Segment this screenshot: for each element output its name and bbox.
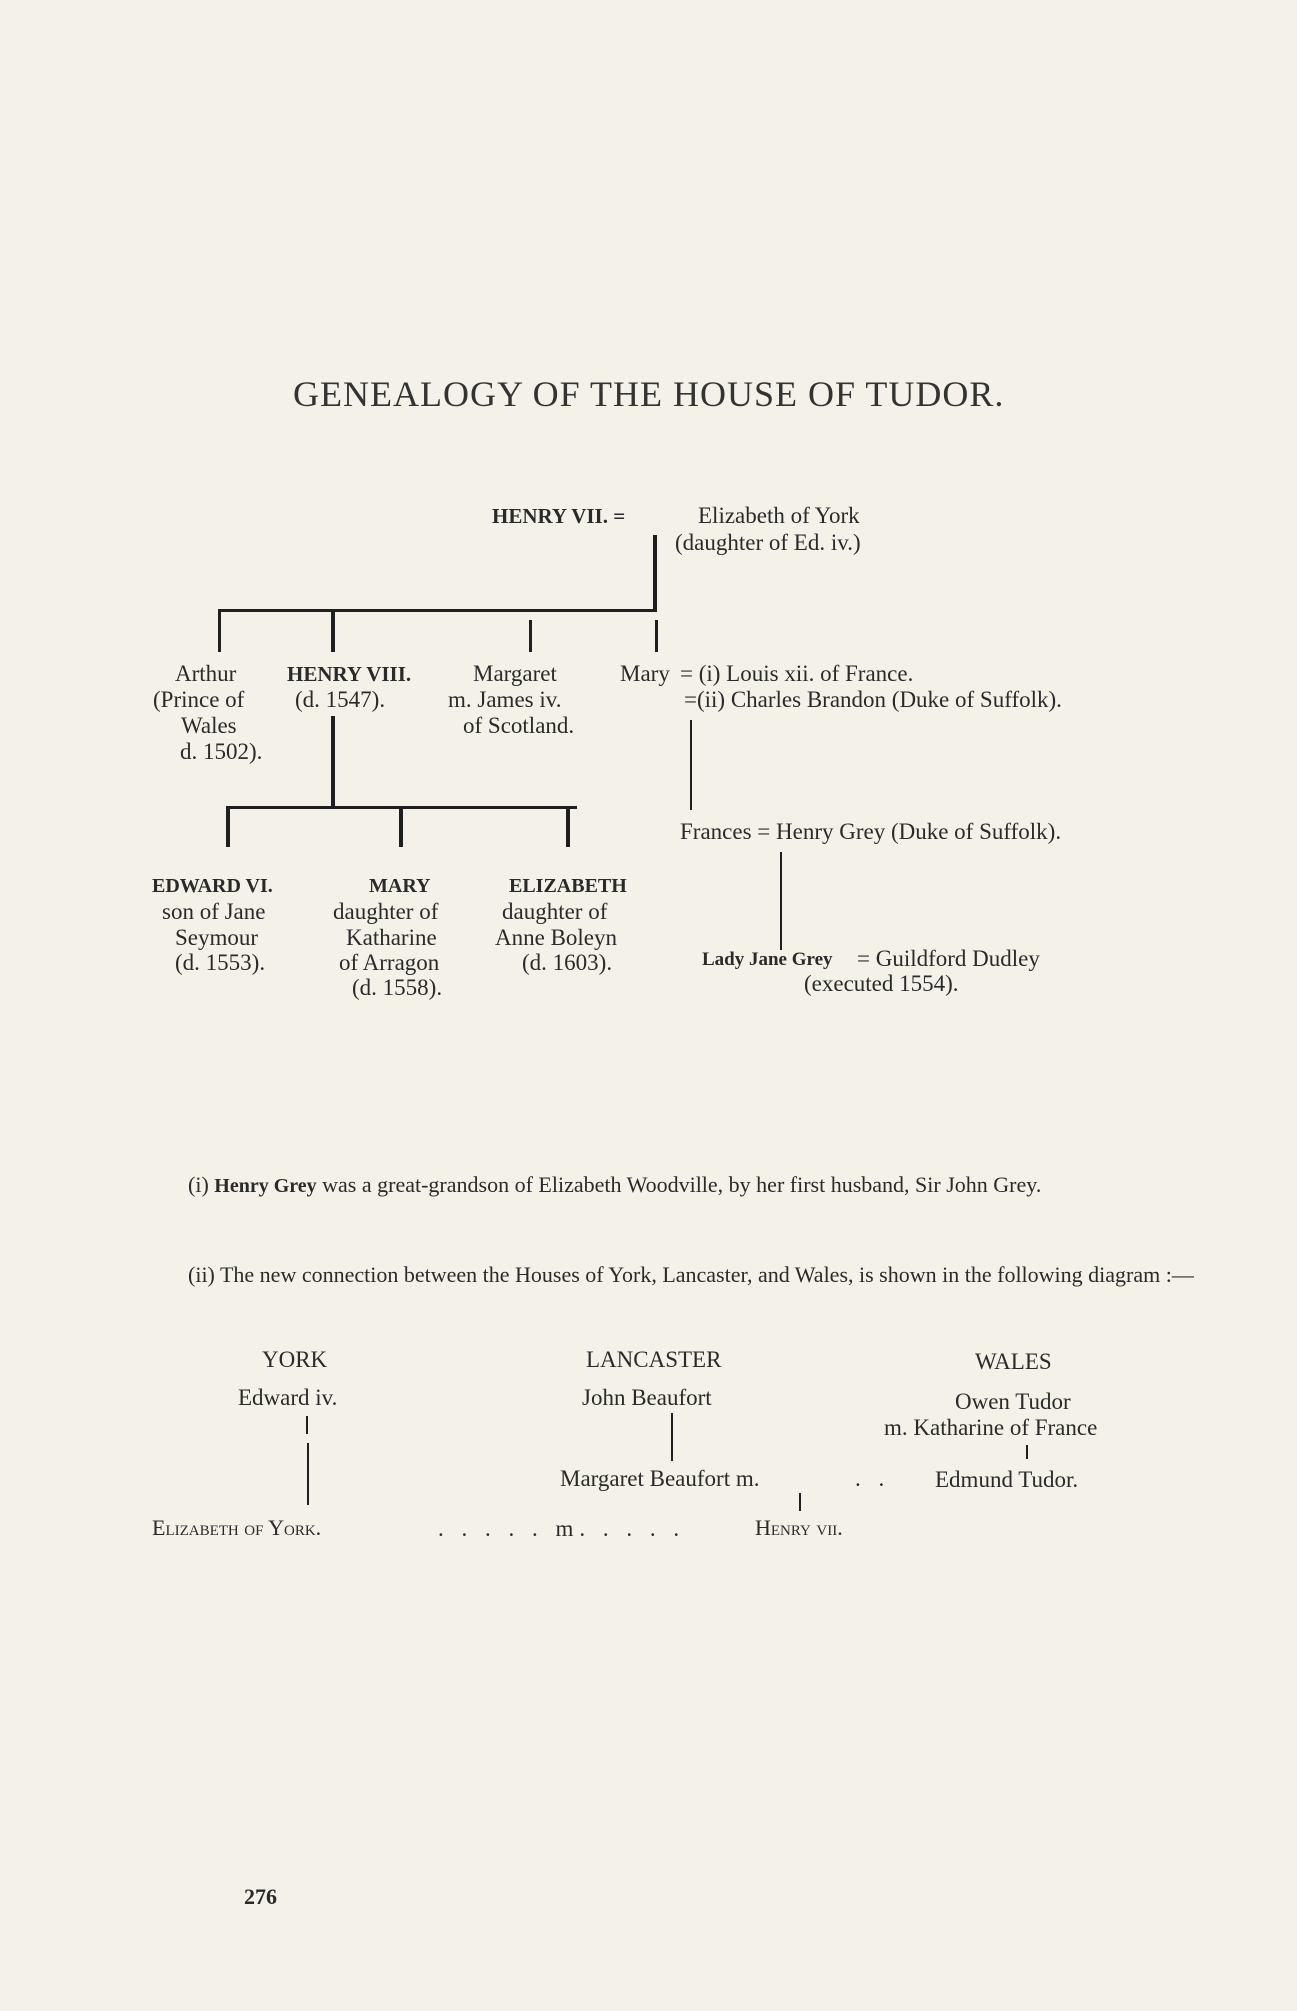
- edward-vi-mother: son of Jane: [162, 899, 266, 924]
- henry-viii-death: (d. 1547).: [295, 687, 386, 712]
- elizabeth-of-york-note: (daughter of Ed. iv.): [675, 530, 861, 555]
- henry-viii-name: HENRY VIII.: [287, 662, 412, 686]
- margaret-scotland: of Scotland.: [463, 713, 575, 738]
- elizabeth-name: ELIZABETH: [509, 875, 627, 897]
- york-header: YORK: [262, 1347, 328, 1372]
- mary-name: Mary: [620, 661, 670, 686]
- wales-marriage: m. Katharine of France: [884, 1415, 1098, 1440]
- note-1-text: was a great-grandson of Elizabeth Woodville, by her first husband, Sir John Grey.: [322, 1172, 1042, 1197]
- elizabeth-of-york: Elizabeth of York.: [152, 1515, 322, 1540]
- horizontal-line-children: [218, 609, 657, 612]
- york-line-lower: [307, 1443, 309, 1505]
- mary-tudor-name: MARY: [369, 875, 431, 897]
- mary-spouse-louis: = (i) Louis xii. of France.: [680, 661, 914, 686]
- line-henry8-children: [331, 716, 335, 808]
- edward-vi-death: (d. 1553).: [175, 950, 266, 975]
- henry-vii-line: [799, 1493, 801, 1511]
- margaret-marriage: m. James iv.: [448, 687, 562, 712]
- margaret-name: Margaret: [473, 661, 557, 686]
- wales-owen-tudor: Owen Tudor: [955, 1389, 1071, 1414]
- mary-tudor-mother-3: of Arragon: [339, 950, 440, 975]
- note-2: (ii) The new connection between the Houses of York, Lancaster, and Wales, is shown in the following diagram :—: [188, 1262, 1194, 1287]
- arthur-name: Arthur: [175, 661, 237, 686]
- note-1: [152, 1166, 1208, 1205]
- elizabeth-death: (d. 1603).: [522, 950, 613, 975]
- elizabeth-of-york-name: Elizabeth of York: [698, 503, 860, 528]
- henry-vii-label: HENRY VII. =: [492, 504, 626, 528]
- york-line-upper: [306, 1416, 308, 1434]
- note-1-label: (i): [188, 1172, 209, 1197]
- margaret-beaufort: Margaret Beaufort m.: [560, 1466, 760, 1491]
- edward-vi-name: EDWARD VI.: [152, 875, 273, 897]
- arthur-death: d. 1502).: [180, 739, 263, 764]
- york-edward-iv: Edward iv.: [238, 1385, 338, 1410]
- jane-grey-executed: (executed 1554).: [804, 971, 959, 996]
- diagram-bottom-marriage: . . . . . m. . . . .: [438, 1516, 686, 1541]
- lancaster-header: LANCASTER: [586, 1347, 722, 1372]
- lancaster-john-beaufort: John Beaufort: [582, 1385, 712, 1410]
- mary-tudor-mother-1: daughter of: [333, 899, 439, 924]
- mary-spouse-brandon: =(ii) Charles Brandon (Duke of Suffolk).: [684, 687, 1062, 712]
- mary-tudor-mother-2: Katharine: [346, 925, 437, 950]
- line-to-henry8: [331, 612, 335, 652]
- arthur-title: (Prince of: [153, 687, 245, 712]
- edward-vi-seymour: Seymour: [175, 925, 259, 950]
- line-to-mary-tudor: [399, 809, 403, 847]
- note-1-name: Henry Grey: [214, 1175, 317, 1197]
- line-to-mary: [655, 620, 658, 652]
- line-to-arthur: [218, 612, 221, 652]
- frances-line: Frances = Henry Grey (Duke of Suffolk).: [680, 819, 1062, 844]
- page-title: GENEALOGY OF THE HOUSE OF TUDOR.: [293, 374, 1005, 414]
- henry-vii-bottom: Henry vii.: [755, 1515, 843, 1540]
- line-to-jane-grey: [780, 852, 782, 950]
- line-to-edward6: [226, 809, 230, 847]
- jane-grey-spouse: = Guildford Dudley: [857, 946, 1040, 971]
- vertical-line-henry7: [653, 535, 657, 612]
- lancaster-line: [671, 1413, 673, 1461]
- arthur-wales: Wales: [181, 713, 237, 738]
- diagram-mid-dots: . .: [855, 1466, 891, 1491]
- elizabeth-mother-1: daughter of: [502, 899, 608, 924]
- line-to-elizabeth: [566, 809, 570, 847]
- wales-line: [1026, 1445, 1028, 1459]
- line-to-frances: [690, 720, 692, 810]
- mary-tudor-death: (d. 1558).: [352, 975, 443, 1000]
- edmund-tudor: Edmund Tudor.: [935, 1467, 1079, 1492]
- page-number: 276: [244, 1884, 277, 1909]
- elizabeth-mother-2: Anne Boleyn: [495, 925, 618, 950]
- wales-header: WALES: [975, 1349, 1052, 1374]
- line-to-margaret: [529, 620, 532, 652]
- jane-grey-name: Lady Jane Grey: [702, 949, 833, 970]
